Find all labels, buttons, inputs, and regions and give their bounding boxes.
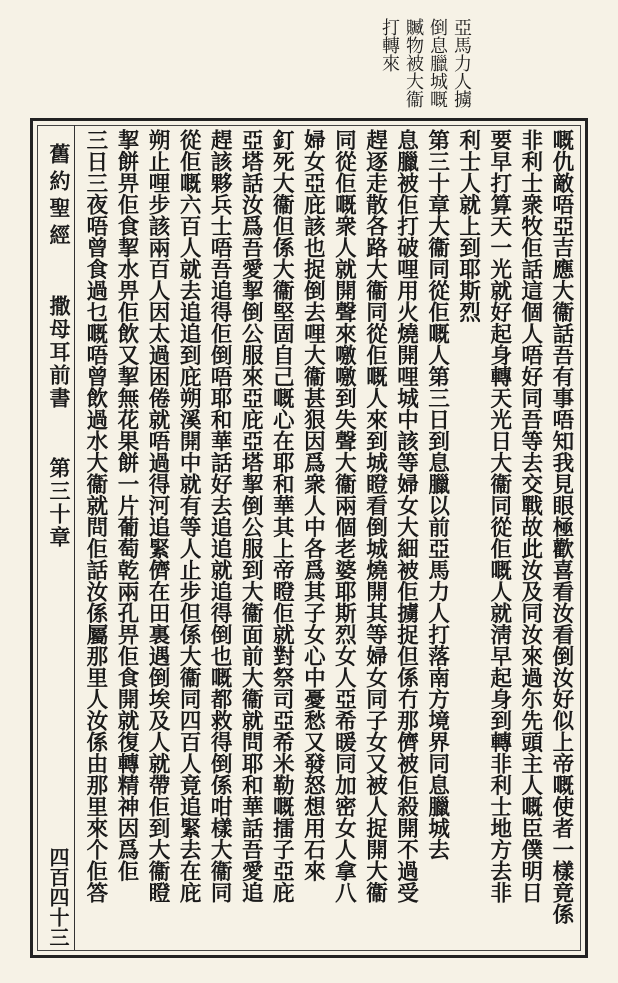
running-header <box>38 125 75 950</box>
text-column: 趕逐走散各路大衞同從佢嘅人來到城瞪看倒城燒開其等婦女同子女又被人捉開大衞 <box>362 129 388 903</box>
heading-line: 打轉來 <box>379 18 400 72</box>
text-column: 挈餅畀佢食挈水畀佢飲又挈無花果餅一片葡萄乾兩孔畀佢食開就復轉精神因爲佢 <box>113 129 139 882</box>
section-title: 撒母耳前書 <box>47 295 72 410</box>
text-column: 亞塔話汝爲吾愛挈倒公服來亞庇亞塔挈倒公服到大衞面前大衞就問耶和華話吾愛追 <box>238 129 264 903</box>
text-column: 息臘被佢打破哩用火燒開哩城中該等婦女大細被佢擄捉但係冇那儕被佢殺開不過受 <box>393 129 419 903</box>
text-column: 利士人就上到耶斯烈 <box>455 129 481 323</box>
text-column: 同從佢嘅衆人就開聲來噭噭到失聲大衞兩個老婆耶斯烈女人亞希暖同加密女人拿八 <box>331 129 357 903</box>
text-column: 趕該夥兵士唔吾追得佢倒唔耶和華話好去追追就追得倒也嘅都救得倒係咁樣大衞同 <box>207 129 233 903</box>
chapter-number: 第三十章 <box>47 457 72 549</box>
heading-line: 亞馬力人擄 <box>451 18 472 108</box>
heading-line: 贓物被大衞 <box>403 18 424 108</box>
text-column: 朔止哩步該兩百人因太過困倦就唔過得河追緊儕在田裏遇倒埃及人就帶佢到大衞瞪 <box>145 129 171 903</box>
text-column: 要早打算天一光就好起身轉天光日大衞同從佢嘅人就淸早起身到轉非利士地方去非 <box>486 129 512 903</box>
text-column: 嘅仇敵唔亞吉應大衞話吾有事唔知我見眼極歡喜看汝看倒汝好似上帝嘅使者一樣竟係 <box>548 129 574 925</box>
text-column: 第三十章大衞同從佢嘅人第三日到息臘以前亞馬力人打落南方境界同息臘城去 <box>424 129 450 860</box>
body-text <box>78 125 578 950</box>
text-column: 三日三夜唔曾食過乜嘅唔曾飲過水大衞就問佢話汝係屬那里人汝係由那里來个佢答 <box>82 129 108 903</box>
book-title: 舊約聖經 <box>47 143 72 251</box>
text-column: 釘死大衞但係大衞堅固自己嘅心在耶和華其上帝瞪佢就對祭司亞希米勒嘅擂子亞庇 <box>269 129 295 903</box>
text-column: 非利士衆牧佢話這個人唔好同吾等去交戰故此汝及同汝來過尓先頭主人嘅臣僕明日 <box>517 129 543 903</box>
heading-line: 倒息臘城嘅 <box>427 18 448 108</box>
previous-page-headings <box>300 18 470 118</box>
text-column: 婦女亞庇該也捉倒去哩大衞甚狠因爲衆人中各爲其子女心中憂愁又發怒想用石來 <box>300 129 326 882</box>
page-number: 四百四十三 <box>46 847 70 947</box>
text-column: 從佢嘅六百人就去追追到庇朔溪開中就有等人止步但係大衞同四百人竟追緊去在庇 <box>176 129 202 903</box>
